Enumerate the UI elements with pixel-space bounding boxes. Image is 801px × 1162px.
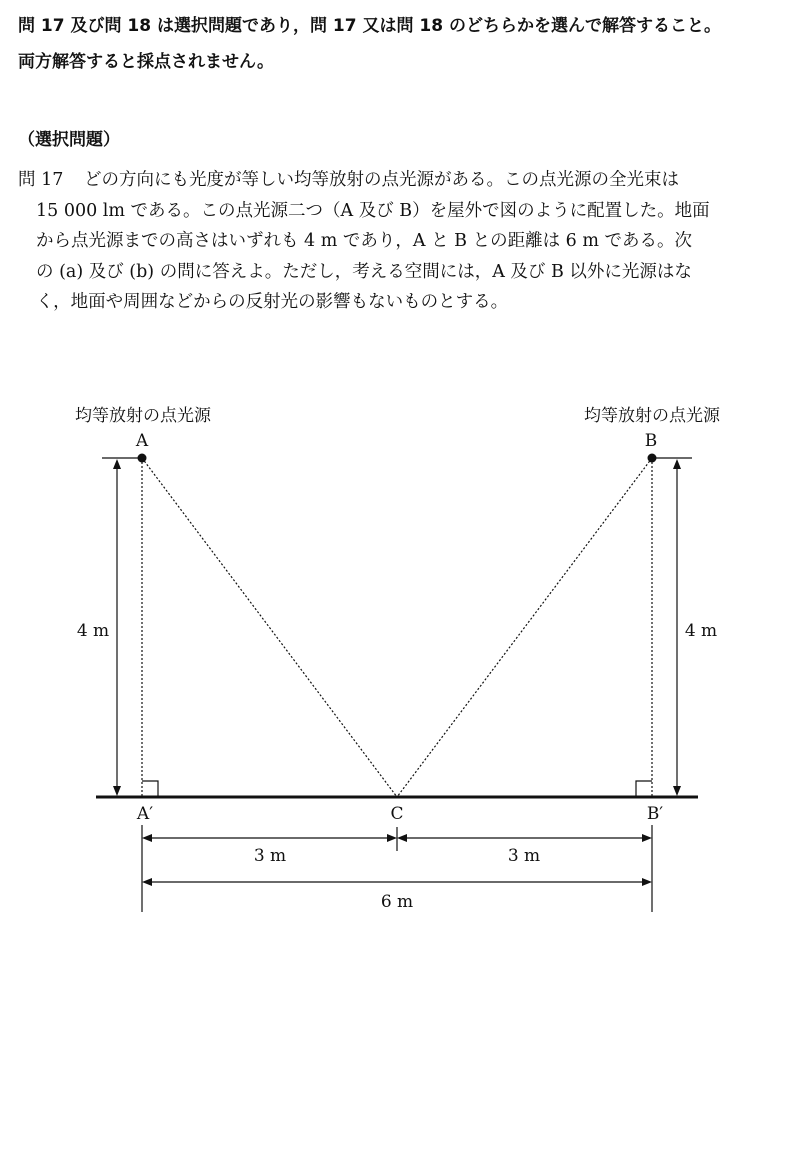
dim-ab-label: 6 m: [380, 892, 414, 912]
height-right-arrow-down: [673, 786, 681, 796]
source-a-caption: 均等放射の点光源: [75, 406, 211, 426]
height-left-label: 4 m: [76, 621, 110, 641]
right-angle-marker-b: [636, 781, 652, 797]
dim-cb-label: 3 m: [507, 846, 541, 866]
problem-text-line-2: 15 000 lm である。この点光源二つ（A 及び B）を屋外で図のように配置した。地面: [36, 200, 710, 221]
height-right-label: 4 m: [684, 621, 718, 641]
label-b: B: [644, 431, 658, 451]
ray-b-to-c: [397, 458, 652, 797]
right-angle-marker-a: [142, 781, 158, 797]
instructions-line-2: 両方解答すると採点されません。: [18, 52, 275, 72]
label-a: A: [135, 431, 149, 451]
problem-text-line-4: の (a) 及び (b) の問に答えよ。ただし，考える空間には，A 及び B 以外に光源はな: [36, 261, 692, 282]
label-b-foot: B′: [646, 804, 664, 824]
dim-ab-arrow-right: [642, 878, 652, 886]
label-a-foot: A′: [136, 804, 154, 824]
section-label: （選択問題）: [18, 130, 120, 150]
source-b-caption: 均等放射の点光源: [584, 406, 720, 426]
dim-cb-arrow-right: [642, 834, 652, 842]
ray-a-to-c: [142, 458, 397, 797]
problem-number: 問 17: [18, 170, 64, 190]
height-left-arrow-up: [113, 459, 121, 469]
height-right-arrow-up: [673, 459, 681, 469]
label-c: C: [390, 804, 404, 824]
dim-ac-label: 3 m: [253, 846, 287, 866]
problem-text-line-3: から点光源までの高さはいずれも 4 m であり，A と B との距離は 6 m である。次: [36, 231, 693, 251]
dim-ac-arrow-right: [387, 834, 397, 842]
dim-cb-arrow-left: [397, 834, 407, 842]
problem-text-line-5: く，地面や周囲などからの反射光の影響もないものとする。: [36, 292, 509, 312]
dim-ac-arrow-left: [142, 834, 152, 842]
instructions-line-1: 問 17 及び問 18 は選択問題であり，問 17 又は問 18 のどちらかを選んで解答すること。: [18, 16, 721, 36]
dim-ab-arrow-left: [142, 878, 152, 886]
problem-text-line-1: どの方向にも光度が等しい均等放射の点光源がある。この点光源の全光束は: [84, 170, 679, 190]
height-left-arrow-down: [113, 786, 121, 796]
